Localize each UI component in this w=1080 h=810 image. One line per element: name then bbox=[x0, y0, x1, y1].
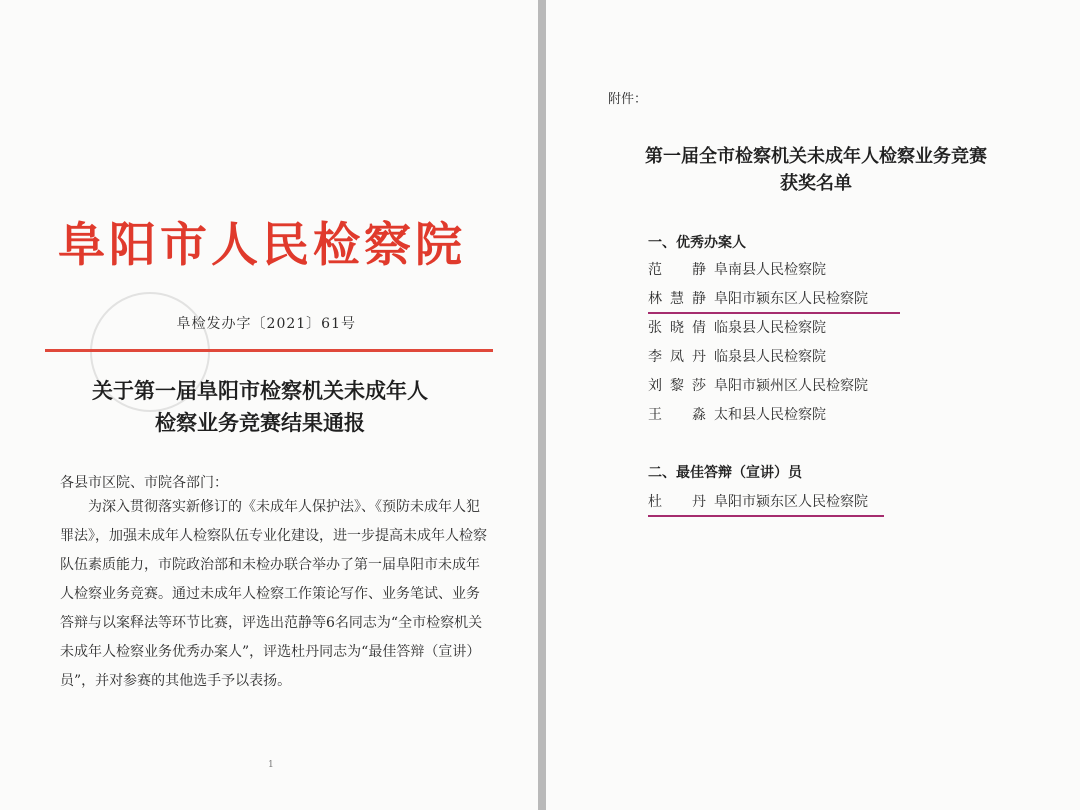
awardee-name: 范 静 bbox=[648, 262, 706, 278]
section-heading-excellent-handler: 一、优秀办案人 bbox=[648, 235, 746, 251]
document-title-line-2: 检察业务竞赛结果通报 bbox=[155, 410, 365, 435]
page-number: 1 bbox=[268, 760, 274, 770]
award-entry-underlined bbox=[648, 492, 884, 517]
notice-page bbox=[0, 0, 538, 810]
red-divider-line bbox=[45, 349, 493, 352]
awardee-organization: 临泉县人民检察院 bbox=[714, 320, 826, 336]
award-list-title-line-1: 第一届全市检察机关未成年人检察业务竞赛 bbox=[645, 146, 987, 167]
awardee-organization: 阜南县人民检察院 bbox=[714, 262, 826, 278]
document-body: 为深入贯彻落实新修订的《未成年人保护法》、《预防未成年人犯罪法》，加强未成年人检察队伍专业化建设，进一步提高未成年人检察队伍素质能力，市院政治部和未检办联合举办了第一届阜阳市未成年人检察业务竞赛。通过未成年人检察工作策论写作、业务笔试、业务答辩与以案释法等环节比赛，评选出范静等6名同志为“全市检察机关未成年人检察业务优秀办案人”，评选杜丹同志为“最佳答辩（宣讲）员”，并对参赛的其他选手予以表扬。 bbox=[60, 499, 487, 689]
awardee-name: 林慧静 bbox=[648, 291, 706, 307]
section-heading-best-debater: 二、最佳答辩（宣讲）员 bbox=[648, 465, 802, 481]
award-list-title-line-2: 获奖名单 bbox=[780, 173, 852, 194]
award-entry-underlined bbox=[648, 289, 900, 314]
awardee-organization: 阜阳市颍东区人民检察院 bbox=[714, 494, 868, 510]
award-entry bbox=[648, 376, 868, 405]
awardee-name: 杜 丹 bbox=[648, 494, 706, 510]
award-entry bbox=[648, 260, 826, 289]
award-entry bbox=[648, 405, 826, 434]
awardee-organization: 临泉县人民检察院 bbox=[714, 349, 826, 365]
awardee-name: 王 淼 bbox=[648, 407, 706, 423]
awardee-name: 张晓倩 bbox=[648, 320, 706, 336]
awardee-name: 李凤丹 bbox=[648, 349, 706, 365]
award-list-title bbox=[586, 143, 1046, 197]
document-title-line-1: 关于第一届阜阳市检察机关未成年人 bbox=[92, 378, 428, 403]
attachment-label: 附件： bbox=[608, 92, 648, 107]
document-number: 阜检发办字〔2021〕61号 bbox=[176, 316, 356, 332]
awardee-organization: 阜阳市颍东区人民检察院 bbox=[714, 291, 868, 307]
award-entry bbox=[648, 347, 826, 376]
award-list-page bbox=[546, 0, 1080, 810]
awardee-name: 刘黎莎 bbox=[648, 378, 706, 394]
awardee-organization: 太和县人民检察院 bbox=[714, 407, 826, 423]
award-entry bbox=[648, 318, 826, 347]
salutation: 各县市区院、市院各部门： bbox=[60, 475, 228, 491]
document-title bbox=[60, 375, 460, 439]
awardee-organization: 阜阳市颍州区人民检察院 bbox=[714, 378, 868, 394]
document-masthead: 阜阳市人民检察院 bbox=[58, 218, 466, 273]
